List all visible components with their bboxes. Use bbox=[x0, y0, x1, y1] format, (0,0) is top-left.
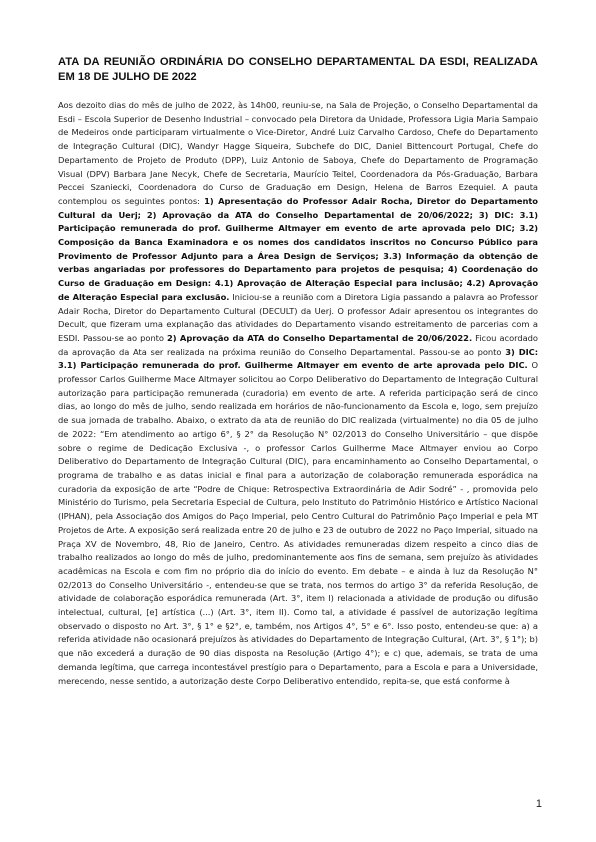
body-text: Ficou acordado da aprovação da Ata ser realizada na próxima reunião do Conselho Departamental. Passou-se ao ponto bbox=[58, 332, 538, 357]
document-title: ATA DA REUNIÃO ORDINÁRIA DO CONSELHO DEPARTAMENTAL DA ESDI, REALIZADA EM 18 DE JULHO DE 2022 bbox=[58, 56, 538, 83]
agenda-bold-text: 1) Apresentação do Professor Adair Rocha, Diretor do Departamento Cultural da Uerj; 2) Aprovação da ATA do Conselho Departamental de 20/06/2022; 3) DIC: 3.1) Participação remunerada do prof. Guilherme Altmayer em evento de arte aprovada pelo DIC; 3.2) Composição da Banca Examinadora e os nomes dos candidatos inscritos no Concurso Público para Provimento de Professor Adjunto para a Área Design de Serviços; 3.3) Informação da obtenção de verbas angariadas por professores do Departamento para projetos de pesquisa; 4) Coordenação do Curso de Graduação em Design: 4.1) Aprovação de Alteração Especial para inclusão; 4.2) Aprovação de Alteração Especial para exclusão. bbox=[58, 195, 538, 302]
document-body-paragraph bbox=[58, 99, 538, 688]
body-text: O professor Carlos Guilherme Mace Altmayer solicitou ao Corpo Deliberativo do Departamento de Integração Cultural autorização para participação remunerada (curadoria) em evento de arte. A referida participação será de cinco dias, ao longo do mês de julho, sendo realizada em horários de não-funcionamento da Escola e, logo, sem prejuízo de sua jornada de trabalho. Abaixo, o extrato da ata de reunião do DIC realizada (virtualmente) no dia 05 de julho de 2022: “Em atendimento ao artigo 6°, § 2° da Resolução N° 02/2013 do Conselho Universitário – que dispõe sobre o regime de Dedicação Exclusiva -, o professor Carlos Guilherme Mace Altmayer enviou ao Corpo Deliberativo do Departamento de Integração Cultural (DIC), para encaminhamento ao Conselho Departamental, o programa de trabalho e as datas inicial e final para a autorização de colaboração remunerada esporádica na curadoria da exposição de arte “Podre de Chique: Retrospectiva Extraordinária de Adir Sodré” - , promovida pelo Ministério do Turismo, pela Secretaria Especial de Cultura, pelo Instituto do Patrimônio Histórico e Artístico Nacional (IPHAN), pela Associação dos Amigos do Paço Imperial, pelo Centro Cultural do Patrimônio Paço Imperial e pela MT Projetos de Arte. A exposição será realizada entre 20 de julho e 23 de outubro de 2022 no Paço Imperial, situado na Praça XV de Novembro, 48, Rio de Janeiro, Centro. As atividades remuneradas dizem respeito a cinco dias de trabalho realizados ao longo do mês de julho, predominantemente aos fins de semana, sem prejuízo às atividades acadêmicas na Escola e com fim no próprio dia do início do evento. Em debate – e ainda à luz da Resolução N° 02/2013 do Conselho Universitário -, entendeu-se que se trata, nos termos do artigo 3° da referida Resolução, de atividade de colaboração esporádica remunerada (Art. 3°, item I) relacionada a atividade de produção ou difusão intelectual, cultural, [e] artística (...) (Art. 3°, item II). Como tal, a atividade é passível de autorização legítima observado o disposto no Art. 3°, § 1° e §2°, e, também, nos Artigos 4°, 5° e 6°. Isso posto, entendeu-se que: a) a referida atividade não ocasionará prejuízos às atividades do Departamento de Integração Cultural, (Art. 3°, § 1°); b) que não excederá a duração de 90 dias disposta na Resolução (Artigo 4°); e c) que, ademais, se trata de uma demanda legítima, que carrega incontestável prestígio para o Departamento, para a Escola e para a Universidade, merecendo, nesse sentido, a autorização deste Corpo Deliberativo entendido, repita-se, que está conforme à bbox=[58, 360, 538, 686]
agenda-item-2-bold: 2) Aprovação da ATA do Conselho Departamental de 20/06/2022. bbox=[167, 332, 473, 343]
body-text: Iniciou-se a reunião com a Diretora Ligia passando a palavra ao Professor Adair Rocha, Diretor do Departamento Cultural (DECULT) da Uerj. O professor Adair apresentou os integrantes do Decult, que fizeram uma explanação das atividades do Departamento visando estreitamento de parcerias com a ESDI. Passou-se ao ponto bbox=[58, 291, 538, 343]
body-text: Aos dezoito dias do mês de julho de 2022, às 14h00, reuniu-se, na Sala de Projeção, o Conselho Departamental da Esdi – Escola Superior de Desenho Industrial – convocado pela Diretora da Unidade, Professora Ligia Maria Sampaio de Medeiros onde participaram virtualmente o Vice-Diretor, André Luiz Carvalho Cardoso, Chefe do Departamento de Integração Cultural (DIC), Wandyr Hagge Siqueira, Subchefe do DIC, Daniel Bittencourt Portugal, Chefe do Departamento de Projeto de Produto (DPP), Luiz Antonio de Saboya, Chefe do Departamento de Programação Visual (DPV) Barbara Jane Necyk, Chefe de Secretaria, Maurício Teitel, Coordenadora da Pós-Graduação, Barbara Peccei Szaniecki, Coordenadora do Curso de Graduação em Design, Helena de Barros Ezequiel. A pauta contemplou os seguintes pontos: bbox=[58, 100, 538, 206]
page-number: 1 bbox=[535, 798, 542, 810]
agenda-item-3-bold: 3) DIC: 3.1) Participação remunerada do prof. Guilherme Altmayer em evento de arte aprovada pelo DIC. bbox=[58, 346, 538, 371]
